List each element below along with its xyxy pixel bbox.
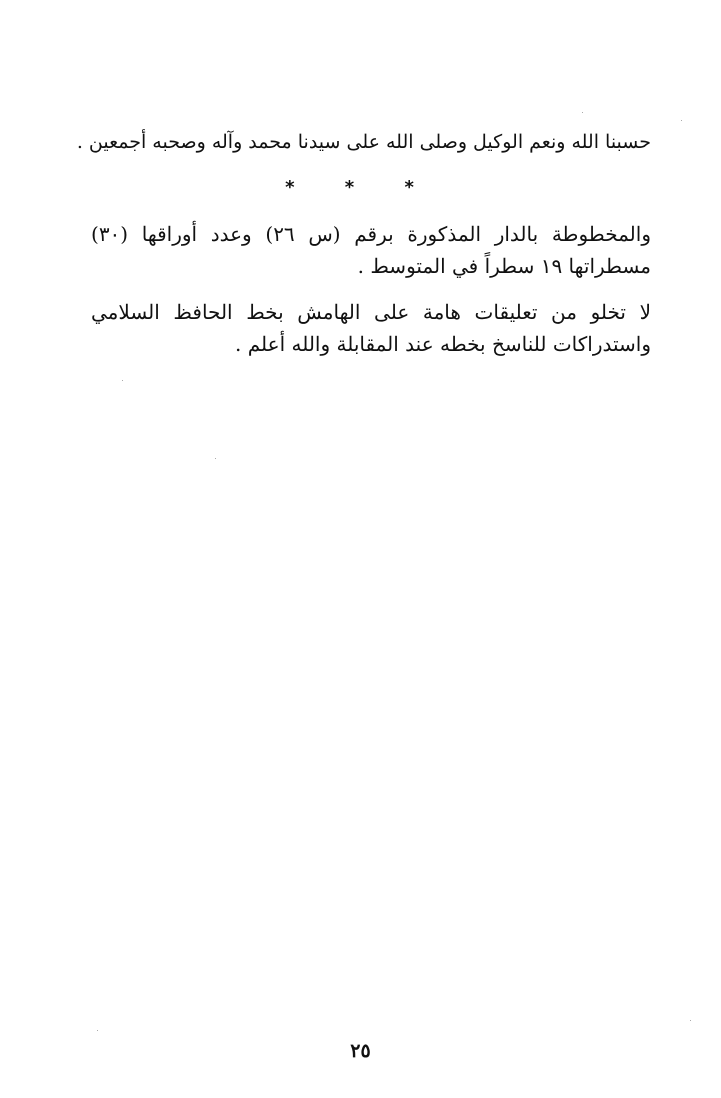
scan-speck (97, 1030, 98, 1031)
scan-speck (122, 380, 123, 381)
page-number: ٢٥ (350, 1040, 371, 1062)
scan-speck (215, 458, 216, 459)
section-separator: * * * (285, 177, 436, 198)
scan-speck (681, 120, 682, 121)
scan-speck (582, 112, 583, 113)
manuscript-description-paragraph: والمخطوطة بالدار المذكورة برقم (س ٢٦) وعدد أوراقها (٣٠) مسطراتها ١٩ سطراً في المتوسط . (91, 222, 651, 278)
closing-invocation-line: حسبنا الله ونعم الوكيل وصلى الله على سيدنا محمد وآله وصحبه أجمعين . (76, 131, 651, 153)
marginal-notes-paragraph: لا تخلو من تعليقات هامة على الهامش بخط الحافظ السلامي واستدراكات للناسخ بخطه عند المقابلة والله أعلم . (91, 300, 651, 356)
scan-speck (690, 1020, 691, 1021)
